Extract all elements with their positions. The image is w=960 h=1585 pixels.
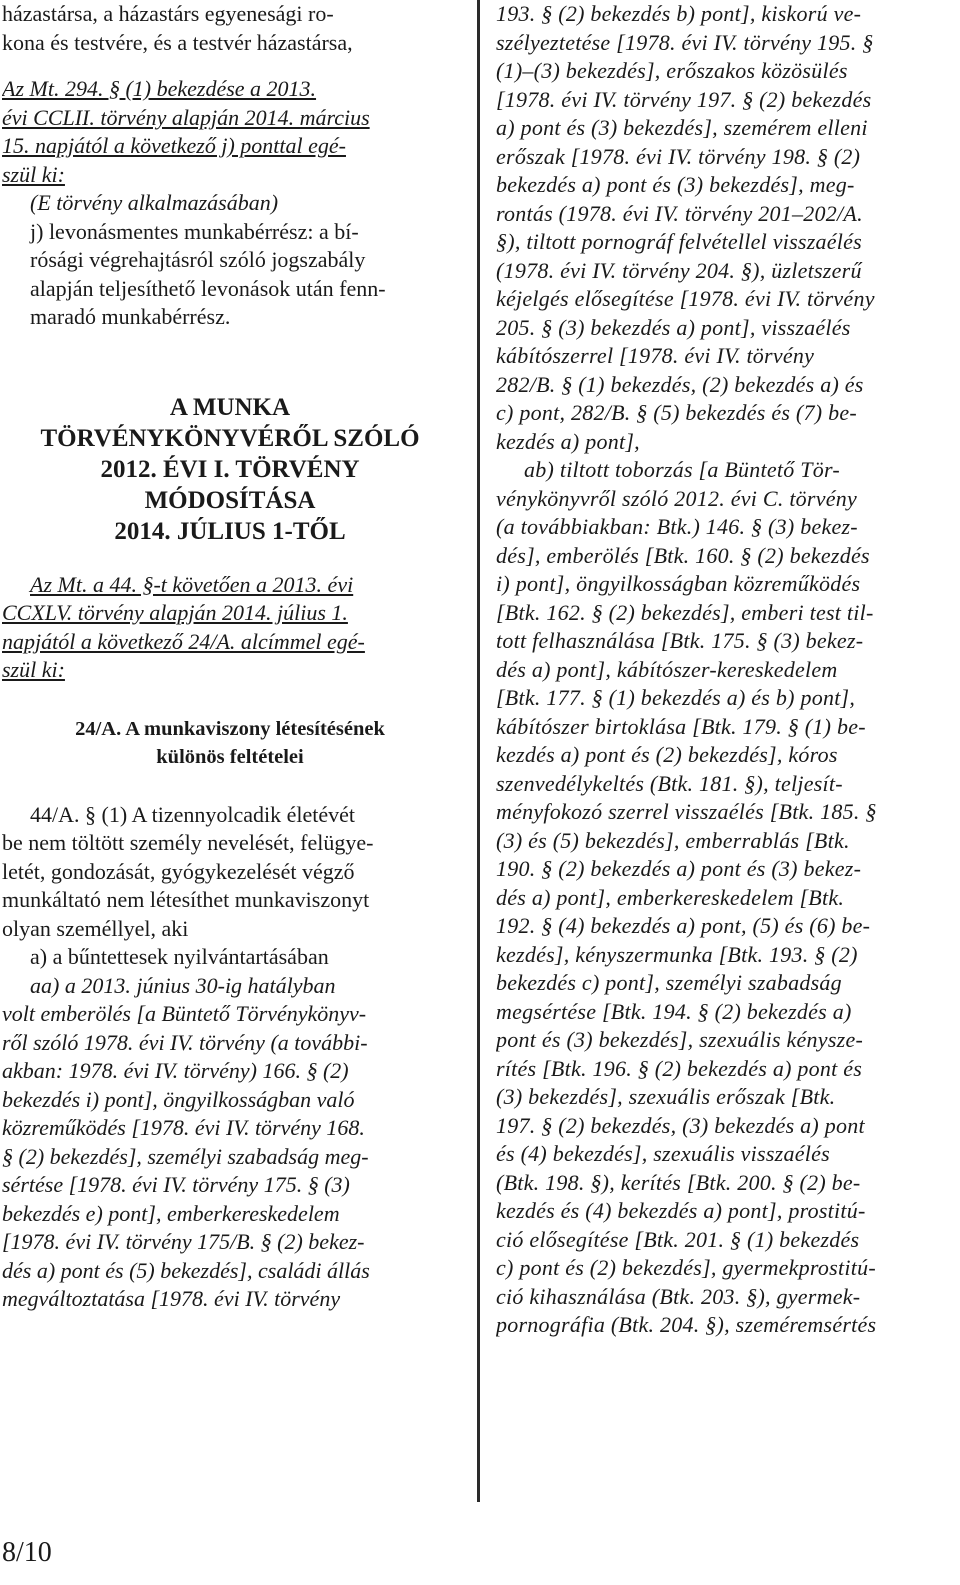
section-line: 44/A. § (1) A tizennyolcadik életévét (30, 801, 356, 827)
italic-line: kezdés a) pont], (496, 428, 640, 454)
section-line: munkáltató nem létesíthet munkaviszonyt (2, 887, 370, 912)
section-heading: TÖRVÉNYKÖNYVÉRŐL SZÓLÓ (40, 424, 420, 452)
italic-line: sértése [1978. évi IV. törvény 175. § (3) (2, 1172, 350, 1197)
italic-line: volt emberölés [a Büntető Törvénykönyv- (2, 1001, 367, 1026)
italic-line: pont és (3) bekezdés], szexuális kényszе- (496, 1027, 864, 1052)
italic-line: (a továbbiakban: Btk.) 146. § (3) bekez- (496, 514, 858, 539)
italic-line: (1)–(3) bekezdés], erőszakos közösülés (496, 58, 848, 83)
amendment-note-line: CCXLV. törvény alapján 2014. július 1. (2, 600, 348, 625)
italic-line: § (2) bekezdés], személyi szabadság meg- (2, 1143, 369, 1169)
italic-line: kábítószerrel [1978. évi IV. törvény (496, 343, 815, 368)
italic-line: 205. § (3) bekezdés a) pont], visszaélés (496, 314, 851, 340)
text-line: kona és testvére, és a testvér házastársa, (2, 29, 353, 55)
section-line: a) a bűntettesek nyilvántartásában (30, 944, 329, 969)
section-heading: 2014. JÚLIUS 1-TŐL (114, 517, 346, 545)
italic-line: megsértése [Btk. 194. § (2) bekezdés a) (496, 998, 852, 1024)
amendment-note-line: évi CCLII. törvény alapján 2014. március (2, 104, 370, 130)
italic-line: bekezdés a) pont és (3) bekezdés], meg- (496, 172, 855, 197)
italic-line: ről szóló 1978. évi IV. törvény (a további- (2, 1029, 368, 1055)
column-divider (477, 0, 480, 1502)
italic-line: tott felhasználása [Btk. 175. § (3) bekez- (496, 628, 864, 653)
left-column (2, 0, 458, 1314)
italic-line: aa) a 2013. június 30-ig hatályban (30, 972, 336, 998)
italic-line: 192. § (4) bekezdés a) pont, (5) és (6) be- (496, 913, 871, 938)
section-heading: A MUNKA (169, 393, 291, 421)
italic-line: [1978. évi IV. törvény 197. § (2) bekezdés (496, 86, 872, 112)
italic-line: kéjelgés elősegítése [1978. évi IV. törvény (496, 286, 875, 311)
right-column (496, 0, 948, 1340)
italic-line: ményfokozó szerrel visszaélés [Btk. 185. § (496, 799, 877, 824)
subsection-heading: 24/A. A munkaviszony létesítésének (75, 717, 385, 740)
section-heading: 2012. ÉVI I. TÖRVÉNY (100, 455, 360, 483)
italic-line: kezdés], kényszermunka [Btk. 193. § (2) (496, 941, 858, 967)
italic-line: erőszak [1978. évi IV. törvény 198. § (2) (496, 143, 861, 169)
amendment-note-line: 15. napjától a következő j) ponttal egé- (2, 133, 346, 158)
italic-line: szenvedélykeltés (Btk. 181. §), teljesít- (496, 770, 843, 796)
italic-line: dés a) pont és (5) bekezdés], családi állás (2, 1257, 370, 1283)
italic-line: megváltoztatása [1978. évi IV. törvény (2, 1286, 341, 1311)
italic-line: [1978. évi IV. törvény 175/B. § (2) bekez- (2, 1229, 365, 1254)
italic-line: dés a) pont], emberkereskedelem [Btk. (496, 884, 845, 910)
italic-line: kezdés a) pont és (2) bekezdés], kóros (496, 742, 838, 767)
italic-line: kábítószer birtoklása [Btk. 179. § (1) be- (496, 713, 866, 739)
italic-line: bekezdés c) pont], személyi szabadság (496, 970, 842, 995)
italic-line: ció kihasználása (Btk. 203. §), gyermek- (496, 1283, 861, 1309)
italic-line: rítés [Btk. 196. § (2) bekezdés a) pont és (496, 1055, 863, 1081)
italic-line: akban: 1978. évi IV. törvény) 166. § (2) (2, 1058, 349, 1083)
page-number: 8/10 (2, 1537, 52, 1568)
italic-line: (Btk. 198. §), kerítés [Btk. 200. § (2) be- (496, 1169, 861, 1195)
italic-line: kezdés és (4) bekezdés a) pont], prostitú- (496, 1198, 866, 1223)
italic-line: 193. § (2) bekezdés b) pont], kiskorú ve- (496, 1, 862, 26)
italic-line: bekezdés e) pont], emberkereskedelem (2, 1200, 340, 1226)
italic-line: i) pont], öngyilkosságban közreműködés (496, 571, 861, 596)
italic-line: 190. § (2) bekezdés a) pont és (3) bekez- (496, 856, 862, 881)
amendment-note-line: (E törvény alkalmazásában) (30, 190, 279, 215)
amendment-note-line: szül ki: (2, 161, 65, 187)
italic-line: vénykönyvről szóló 2012. évi C. törvény (496, 485, 858, 511)
italic-line: pornográfia (Btk. 204. §), szeméremsértés (496, 1312, 877, 1337)
amendment-note-line: Az Mt. 294. § (1) bekezdése a 2013. (2, 76, 317, 101)
italic-line: [Btk. 162. § (2) bekezdés], emberi test til- (496, 599, 874, 625)
text-line: maradó munkabérrész. (30, 304, 231, 329)
amendment-note-line: Az Mt. a 44. §-t követően a 2013. évi (30, 571, 354, 597)
italic-line: dés], emberölés [Btk. 160. § (2) bekezdés (496, 542, 870, 568)
italic-line: §), tiltott pornográf felvétellel visszaélés (496, 229, 862, 254)
italic-line: bekezdés i) pont], öngyilkosságban való (2, 1086, 355, 1112)
italic-line: (3) bekezdés], szexuális erőszak [Btk. (496, 1084, 836, 1109)
section-line: letét, gondozását, gyógykezelését végző (2, 858, 355, 884)
amendment-note-line: napjától a következő 24/A. alcímmel egé- (2, 628, 365, 654)
italic-line: (1978. évi IV. törvény 204. §), üzletszerű (496, 257, 862, 283)
italic-line: szélyeztetése [1978. évi IV. törvény 195. § (496, 29, 874, 55)
italic-line: dés a) pont], kábítószer-kereskedelem (496, 656, 838, 682)
text-line: házastársa, a házastárs egyenesági ro- (2, 1, 334, 26)
italic-line: és (4) bekezdés], szexuális visszaélés (496, 1141, 830, 1166)
section-heading: MÓDOSÍTÁSA (144, 486, 316, 514)
section-line: be nem töltött személy nevelését, felügye- (2, 830, 374, 855)
italic-line: 197. § (2) bekezdés, (3) bekezdés a) pont (496, 1112, 865, 1138)
italic-line: rontás (1978. évi IV. törvény 201–202/A. (496, 200, 863, 226)
text-line: j) levonásmentes munkabérrész: a bí- (30, 218, 359, 244)
italic-line: ció elősegítése [Btk. 201. § (1) bekezdés (496, 1226, 860, 1252)
italic-line: ab) tiltott toborzás [a Büntető Tör- (524, 457, 840, 482)
italic-line: c) pont és (2) bekezdés], gyermekprostitú- (496, 1255, 876, 1280)
text-line: alapján teljesíthető levonások után fenn- (30, 275, 386, 301)
amendment-note-line: szül ki: (2, 657, 65, 682)
italic-line: közreműködés [1978. évi IV. törvény 168. (2, 1115, 365, 1140)
text-line: rósági végrehajtásról szóló jogszabály (30, 247, 366, 272)
italic-line: 282/B. § (1) bekezdés, (2) bekezdés a) és (496, 371, 864, 397)
subsection-heading: különös feltételei (156, 745, 304, 768)
italic-line: (3) és (5) bekezdés], emberrablás [Btk. (496, 827, 850, 853)
italic-line: [Btk. 177. § (1) bekezdés a) és b) pont], (496, 685, 856, 710)
italic-line: c) pont, 282/B. § (5) bekezdés és (7) be- (496, 400, 857, 425)
italic-line: a) pont és (3) bekezdés], szemérem elleni (496, 115, 868, 140)
section-line: olyan személlyel, aki (2, 915, 189, 941)
